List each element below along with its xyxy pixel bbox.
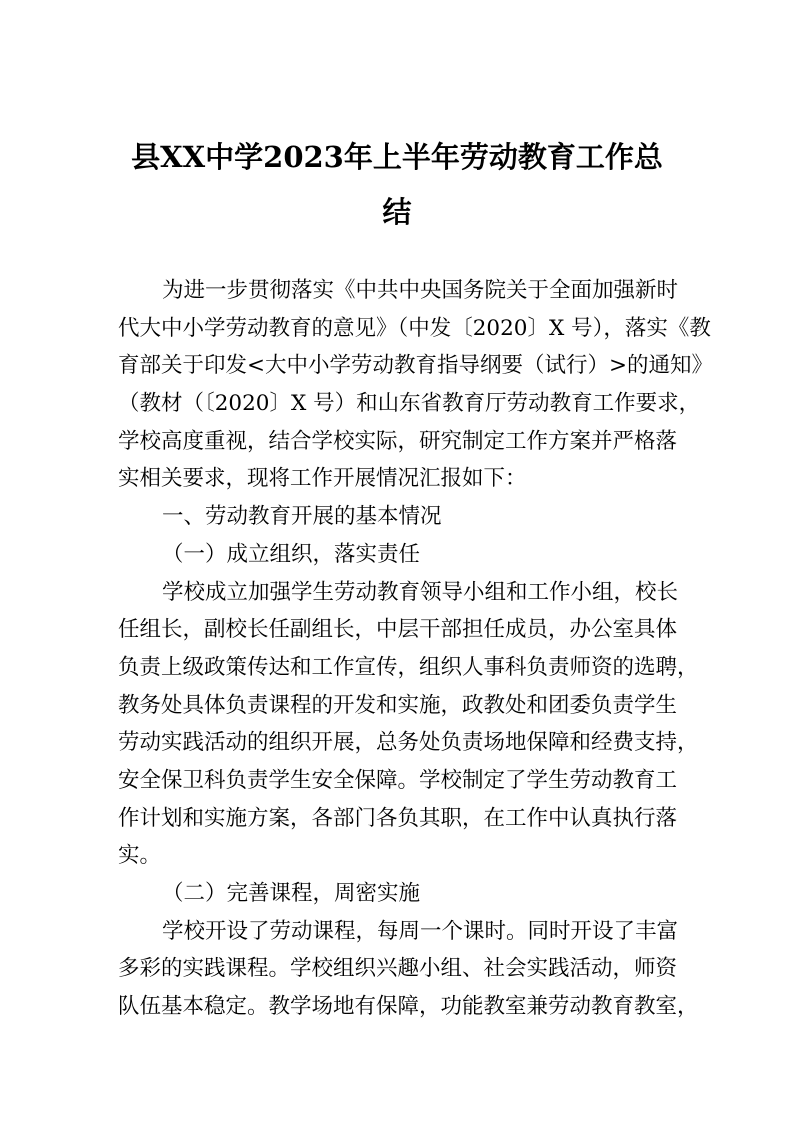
paragraph: [118, 875, 688, 913]
paragraph: [118, 536, 688, 574]
paragraph: [118, 498, 688, 536]
text-line: 实相关要求，现将工作开展情况汇报如下：: [118, 466, 527, 492]
text-line: 安全保卫科负责学生安全保障。学校制定了学生劳动教育工: [118, 767, 678, 793]
text-line: 负责上级政策传达和工作宣传，组织人事科负责师资的选聘，: [118, 654, 699, 680]
text-line: 劳动实践活动的组织开展，总务处负责场地保障和经费支持，: [118, 730, 699, 756]
text-line: 学校开设了劳动课程，每周一个课时。同时开设了丰富: [162, 918, 679, 944]
text-line: 队伍基本稳定。教学场地有保障，功能教室兼劳动教育教室，: [118, 994, 699, 1020]
text-line: （一）成立组织，落实责任: [162, 541, 421, 567]
text-line: 一、劳动教育开展的基本情况: [162, 504, 442, 530]
paragraph: [118, 574, 699, 876]
document-title-line-2: 结: [382, 195, 412, 229]
text-line: 为进一步贯彻落实《中共中央国务院关于全面加强新时: [162, 278, 679, 303]
text-line: 代大中小学劳动教育的意见》（中发〔2020〕X 号），落实《教: [118, 315, 711, 341]
document-body: [118, 272, 714, 1026]
text-line: 育部关于印发<大中小学劳动教育指导纲要（试行）>的通知》: [118, 353, 714, 379]
text-line: 学校成立加强学生劳动教育领导小组和工作小组，校长: [162, 579, 679, 605]
document-title-line-1: 县XX中学2023年上半年劳动教育工作总: [131, 140, 663, 174]
text-line: 实。: [118, 843, 162, 869]
text-line: 学校高度重视，结合学校实际，研究制定工作方案并严格落: [118, 428, 678, 454]
text-line: 任组长，副校长任副组长，中层干部担任成员，办公室具体: [118, 617, 678, 643]
text-line: 教务处具体负责课程的开发和实施，政教处和团委负责学生: [118, 692, 678, 718]
paragraph: [118, 272, 714, 498]
text-line: （教材（〔2020〕X 号）和山东省教育厅劳动教育工作要求，: [118, 391, 701, 417]
paragraph: [118, 913, 699, 1026]
text-line: 多彩的实践课程。学校组织兴趣小组、社会实践活动，师资: [118, 956, 678, 982]
text-line: （二）完善课程，周密实施: [162, 881, 421, 906]
text-line: 作计划和实施方案，各部门各负其职，在工作中认真执行落: [118, 805, 678, 831]
